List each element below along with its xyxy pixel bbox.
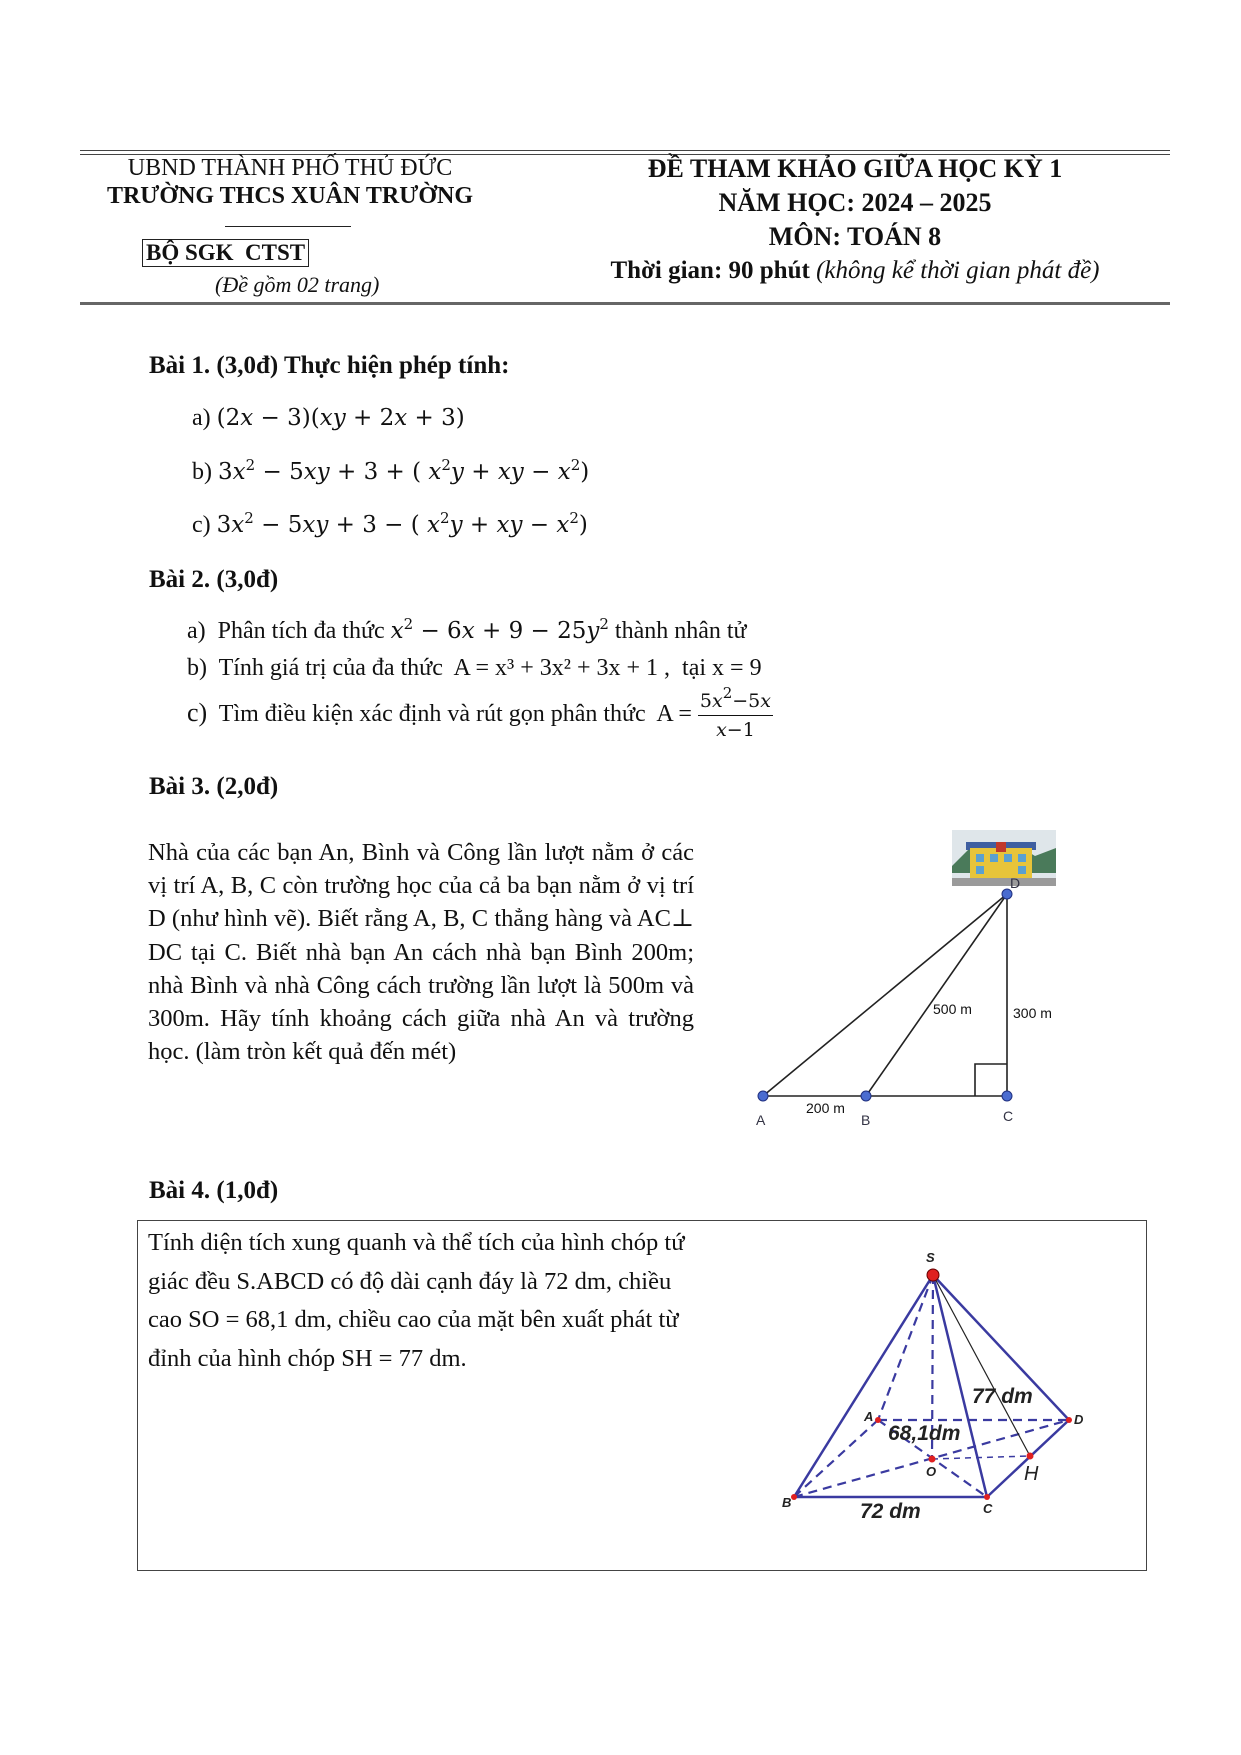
bai2-a <box>187 615 747 645</box>
length-BC: 72 dm <box>860 1500 921 1523</box>
point-H <box>1027 1453 1034 1460</box>
bai3-figure <box>750 828 1090 1138</box>
label-H: H <box>1024 1463 1039 1485</box>
bai1-c-expr: $3x^2 - 5xy + 3$ − ( $x^2y$ + xy − $x^2$) <box>216 509 588 538</box>
bai2-heading: Bài 2. (3,0đ) <box>149 566 279 593</box>
bai1-b <box>192 456 590 486</box>
subject: MÔN: TOÁN 8 <box>768 222 942 251</box>
bai2-b-label: b) <box>187 655 207 681</box>
label-B: B <box>782 1495 792 1510</box>
segment-OH <box>932 1456 1030 1459</box>
label-A: A <box>864 1409 874 1424</box>
bai2-c-fraction: $\frac{5x^2-5x}{x-1}$ <box>699 684 771 741</box>
segment-AD <box>763 894 1007 1096</box>
textbook-badge: BỘ SGK CTST <box>142 239 309 267</box>
header-left <box>80 154 500 210</box>
school-building-icon <box>952 830 1056 886</box>
bai2-b-text: Tính giá trị của đa thức A = x³ + 3x² + 3x + 1 , tại x = 9 <box>218 655 762 681</box>
school-name: TRƯỜNG THCS XUÂN TRƯỜNG <box>106 183 474 209</box>
header-bottom-rule <box>80 302 1170 305</box>
label-A: A <box>756 1112 766 1128</box>
point-D <box>1066 1417 1072 1423</box>
bai1-a-label: a) <box>192 405 211 431</box>
bai2-a-text2: thành nhân tử <box>614 618 747 644</box>
bai2-b <box>187 655 762 682</box>
right-angle-mark <box>975 1064 1007 1096</box>
label-B: B <box>861 1112 871 1128</box>
length-BD: 500 m <box>933 1001 972 1017</box>
length-CD: 300 m <box>1013 1005 1052 1021</box>
header-right <box>560 152 1150 288</box>
segment-BD <box>866 894 1007 1096</box>
header-top-rule <box>80 150 1170 151</box>
bai1-c <box>192 509 588 539</box>
length-SH: 77 dm <box>972 1385 1033 1408</box>
time-label: Thời gian: 90 phút <box>610 257 810 284</box>
point-A <box>758 1091 768 1101</box>
authority-name: UBND THÀNH PHỐ THỦ ĐỨC <box>127 155 453 181</box>
bai2-a-label: a) <box>187 618 206 644</box>
school-year: NĂM HỌC: 2024 – 2025 <box>718 188 992 217</box>
label-S: S <box>926 1250 935 1265</box>
exam-time <box>560 254 1150 288</box>
bai2-c-text: Tìm điều kiện xác định và rút gọn phân thức A = <box>218 701 692 728</box>
label-D: D <box>1010 875 1021 891</box>
bai2-c <box>187 684 773 741</box>
bai1-a <box>192 405 465 432</box>
bai2-a-text1: Phân tích đa thức <box>217 618 385 644</box>
bai1-b-label: b) <box>192 459 212 485</box>
label-D: D <box>1074 1412 1084 1427</box>
label-O: O <box>926 1464 937 1479</box>
bai1-a-expr: (2x − 3)(xy + 2x + 3) <box>216 405 465 431</box>
bai4-figure <box>780 1245 1100 1530</box>
point-S <box>927 1269 939 1281</box>
point-C <box>1002 1091 1012 1101</box>
point-A <box>875 1417 881 1423</box>
point-O <box>929 1456 936 1463</box>
point-B <box>791 1494 797 1500</box>
bai3-heading: Bài 3. (2,0đ) <box>149 773 279 800</box>
label-C: C <box>1003 1108 1014 1124</box>
bai1-c-label: c) <box>192 512 211 538</box>
exam-title: ĐỀ THAM KHẢO GIỮA HỌC KỲ 1 <box>647 154 1063 183</box>
time-note: (không kể thời gian phát đề) <box>816 257 1100 284</box>
bai1-heading: Bài 1. (3,0đ) Thực hiện phép tính: <box>149 352 510 379</box>
bai2-a-expr: $x^2 - 6x + 9 - 25y^2$ <box>390 615 609 644</box>
bai1-b-expr: $3x^2 - 5xy + 3$ + ( $x^2y$ + xy − $x^2$) <box>218 456 590 485</box>
point-B <box>861 1091 871 1101</box>
school-underline <box>225 226 351 227</box>
point-C <box>984 1494 990 1500</box>
length-SO: 68,1dm <box>888 1422 961 1445</box>
bai3-text: Nhà của các bạn An, Bình và Công lần lượt nằm ở các vị trí A, B, C còn trường học của cả ba bạn nằm ở vị trí D (như hình vẽ). Biết rằng A, B, C thẳng hàng và AC⊥ DC tại C. Biết nhà bạn An cách nhà bạn Bình 200m; nhà Bình và nhà Công cách trường lần lượt là 500m và 300m. Hãy tính khoảng cách giữa nhà An và trường học. (làm tròn kết quả đến mét) <box>148 839 694 1066</box>
length-AB: 200 m <box>806 1100 845 1116</box>
bai4-heading: Bài 4. (1,0đ) <box>149 1177 279 1204</box>
pages-note: (Đề gồm 02 trang) <box>215 272 380 297</box>
bai2-c-label: c) <box>187 698 208 728</box>
bai4-text: Tính diện tích xung quanh và thể tích của hình chóp tứ giác đều S.ABCD có độ dài cạnh đáy là 72 dm, chiều cao SO = 68,1 dm, chiều cao của mặt bên xuất phát từ đỉnh của hình chóp SH = 77 dm. <box>148 1229 685 1372</box>
label-C: C <box>983 1501 993 1516</box>
